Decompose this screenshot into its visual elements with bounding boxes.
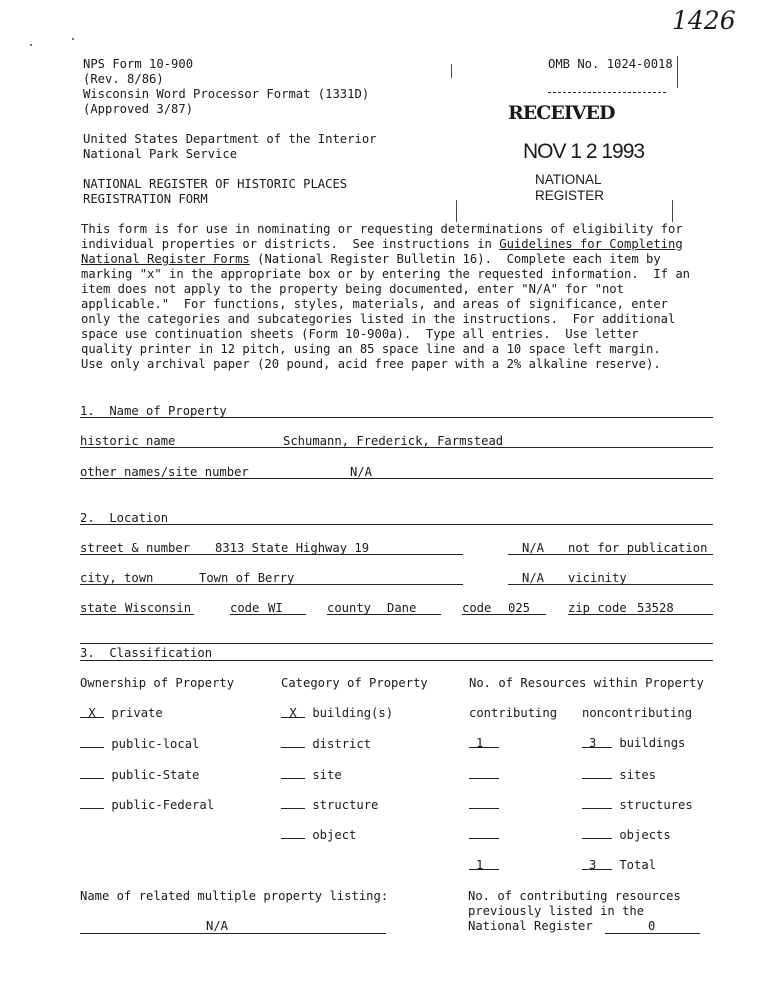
ownership-option[interactable]	[80, 767, 199, 783]
category-option[interactable]	[281, 797, 378, 813]
option-label: public-local	[111, 737, 200, 751]
form-approved: (Approved 3/87)	[83, 102, 194, 116]
bulletin-title: National Register Forms	[81, 252, 250, 266]
instructions-line: quality printer in 12 pitch, using an 85 space line and a 10 space left margin.	[81, 342, 661, 356]
street-label: street & number	[80, 541, 191, 555]
resource-row	[469, 827, 499, 843]
category-header: Category of Property	[281, 676, 428, 690]
previously-listed-value[interactable]: 0	[648, 919, 656, 933]
city-value[interactable]: Town of Berry	[199, 571, 295, 585]
resource-row	[582, 736, 685, 751]
not-for-publication-rule	[508, 554, 713, 555]
vicinity-label: vicinity	[568, 571, 627, 585]
option-label: public-Federal	[111, 798, 215, 812]
noncontributing-count[interactable]	[582, 767, 612, 779]
stamp-register: REGISTER	[535, 188, 605, 203]
category-option[interactable]	[281, 706, 393, 721]
form-format: Wisconsin Word Processor Format (1331D)	[83, 87, 370, 101]
noncontributing-total[interactable]	[582, 858, 612, 870]
related-listing-rule	[80, 933, 386, 934]
historic-name-value[interactable]: Schumann, Frederick, Farmstead	[283, 434, 504, 448]
count-value: 3	[589, 736, 597, 750]
received-date: NOV 1 2 1993	[523, 140, 645, 163]
scan-speck	[672, 200, 673, 222]
checkbox-blank[interactable]	[281, 767, 305, 779]
option-label: site	[312, 768, 342, 782]
checkbox-blank[interactable]	[281, 706, 305, 718]
checkbox-blank[interactable]	[281, 797, 305, 809]
county-code-value[interactable]: 025	[508, 601, 531, 615]
contributing-count[interactable]	[469, 736, 499, 748]
zip-label: zip code	[568, 601, 627, 615]
resource-row	[582, 827, 671, 843]
instructions-text: (National Register Bulletin 16). Complete each item by	[249, 252, 661, 266]
instructions-text: individual properties or districts. See instructions in	[81, 237, 500, 251]
previously-listed-line1: No. of contributing resources	[468, 889, 681, 903]
instructions-line: Use only archival paper (20 pound, acid free paper with a 2% alkaline reserve).	[81, 357, 661, 371]
instructions-line	[81, 252, 661, 267]
checkbox-blank[interactable]	[281, 827, 305, 839]
resource-label: objects	[619, 828, 671, 842]
county-code-label: code	[462, 601, 492, 615]
other-names-rule	[80, 478, 713, 479]
resource-label: Total	[619, 858, 657, 872]
noncontributing-count[interactable]	[582, 827, 612, 839]
instructions-line: only the categories and subcategories listed in the instructions. For additional	[81, 312, 676, 326]
option-label: object	[312, 828, 357, 842]
resource-row	[469, 736, 499, 751]
contributing-count[interactable]	[469, 767, 499, 779]
option-label: private	[111, 706, 163, 720]
category-option[interactable]	[281, 736, 371, 752]
other-names-label: other names/site number	[80, 465, 249, 479]
street-value[interactable]: 8313 State Highway 19	[215, 541, 370, 555]
resource-row-total	[469, 858, 499, 873]
noncontributing-count[interactable]	[582, 797, 612, 809]
instructions-line: marking "x" in the appropriate box or by entering the requested information. If an	[81, 267, 691, 281]
instructions-line: space use continuation sheets (Form 10-900a). Type all entries. Use letter	[81, 327, 639, 341]
form-name: REGISTRATION FORM	[83, 192, 208, 206]
vicinity-value[interactable]: N/A	[522, 571, 545, 585]
noncontributing-header: noncontributing	[582, 706, 693, 720]
previously-listed-line3: National Register	[468, 919, 593, 933]
instructions-line: item does not apply to the property being documented, enter "N/A" for "not	[81, 282, 624, 296]
state-value[interactable]: Wisconsin	[125, 601, 192, 615]
category-option[interactable]	[281, 767, 342, 783]
service: National Park Service	[83, 147, 238, 161]
option-label: building(s)	[312, 706, 394, 720]
section1-title: 1. Name of Property	[80, 404, 227, 418]
scan-speck	[677, 56, 678, 88]
noncontributing-count[interactable]	[582, 736, 612, 748]
checkbox-blank[interactable]	[80, 736, 104, 748]
other-names-value[interactable]: N/A	[350, 465, 373, 479]
city-label: city, town	[80, 571, 154, 585]
contributing-header: contributing	[469, 706, 558, 720]
handwritten-page-number: 1426	[672, 6, 736, 35]
location-end-rule	[80, 643, 713, 644]
street-rule	[80, 554, 463, 555]
zip-value[interactable]: 53528	[637, 601, 674, 615]
instructions-line: This form is for use in nominating or requesting determinations of eligibility for	[81, 222, 683, 236]
checkbox-blank[interactable]	[80, 797, 104, 809]
stamp-national: NATIONAL	[535, 172, 602, 187]
state-rule	[80, 614, 194, 615]
form-revision: (Rev. 8/86)	[83, 72, 164, 86]
option-label: district	[312, 737, 372, 751]
contributing-total[interactable]	[469, 858, 499, 870]
checkbox-mark: X	[88, 706, 96, 720]
form-number: NPS Form 10-900	[83, 57, 194, 71]
county-code-rule	[462, 614, 546, 615]
scan-speck	[451, 64, 452, 78]
checkbox-mark: X	[289, 706, 297, 720]
contributing-count[interactable]	[469, 827, 499, 839]
count-value: 3	[589, 858, 597, 872]
guidelines-link: Guidelines for Completing	[499, 237, 683, 251]
resource-row	[582, 797, 693, 813]
related-listing-label: Name of related multiple property listing:	[80, 889, 389, 903]
count-value: 1	[476, 736, 484, 750]
previously-listed-line2: previously listed in the	[468, 904, 645, 918]
state-label: state	[80, 601, 117, 615]
received-stamp: RECEIVED	[508, 102, 615, 124]
section3-title: 3. Classification	[80, 646, 213, 660]
not-for-publication-value[interactable]: N/A	[522, 541, 545, 555]
count-value: 1	[476, 858, 484, 872]
ownership-option[interactable]	[80, 736, 199, 752]
register-title: NATIONAL REGISTER OF HISTORIC PLACES	[83, 177, 348, 191]
state-code-value[interactable]: WI	[268, 601, 283, 615]
checkbox-blank[interactable]	[281, 736, 305, 748]
resource-label: structures	[619, 798, 693, 812]
section2-title: 2. Location	[80, 511, 169, 525]
section3-rule	[80, 660, 713, 661]
state-code-label: code	[230, 601, 260, 615]
county-rule	[327, 614, 441, 615]
vicinity-rule	[508, 584, 713, 585]
resource-row	[582, 767, 656, 783]
resource-row	[469, 767, 499, 783]
resource-row	[469, 797, 499, 813]
category-option[interactable]	[281, 827, 356, 843]
option-label: structure	[312, 798, 379, 812]
county-value[interactable]: Dane	[387, 601, 417, 615]
ownership-header: Ownership of Property	[80, 676, 235, 690]
resource-row-total	[582, 858, 656, 873]
zip-rule	[568, 614, 713, 615]
section1-rule	[80, 417, 713, 418]
related-listing-value[interactable]: N/A	[206, 919, 229, 933]
omb-underline	[548, 92, 666, 93]
department: United States Department of the Interior	[83, 132, 377, 146]
ownership-option[interactable]	[80, 797, 214, 813]
instructions-line	[81, 237, 683, 252]
state-code-rule	[230, 614, 306, 615]
historic-name-rule	[80, 447, 713, 448]
checkbox-blank[interactable]	[80, 767, 104, 779]
resource-label: buildings	[619, 736, 686, 750]
checkbox-blank[interactable]	[80, 706, 104, 718]
scan-speck	[456, 200, 457, 222]
section2-rule	[80, 524, 713, 525]
option-label: public-State	[111, 768, 200, 782]
scan-speck	[72, 38, 74, 40]
instructions-line: applicable." For functions, styles, materials, and areas of significance, enter	[81, 297, 668, 311]
county-label: county	[327, 601, 372, 615]
resources-header: No. of Resources within Property	[469, 676, 704, 690]
historic-name-label: historic name	[80, 434, 176, 448]
ownership-option[interactable]	[80, 706, 163, 721]
scan-speck	[30, 44, 32, 46]
not-for-publication-label: not for publication	[568, 541, 708, 555]
previously-listed-rule	[605, 933, 700, 934]
resource-label: sites	[619, 768, 657, 782]
contributing-count[interactable]	[469, 797, 499, 809]
city-rule	[80, 584, 463, 585]
omb-number: OMB No. 1024-0018	[548, 57, 673, 71]
